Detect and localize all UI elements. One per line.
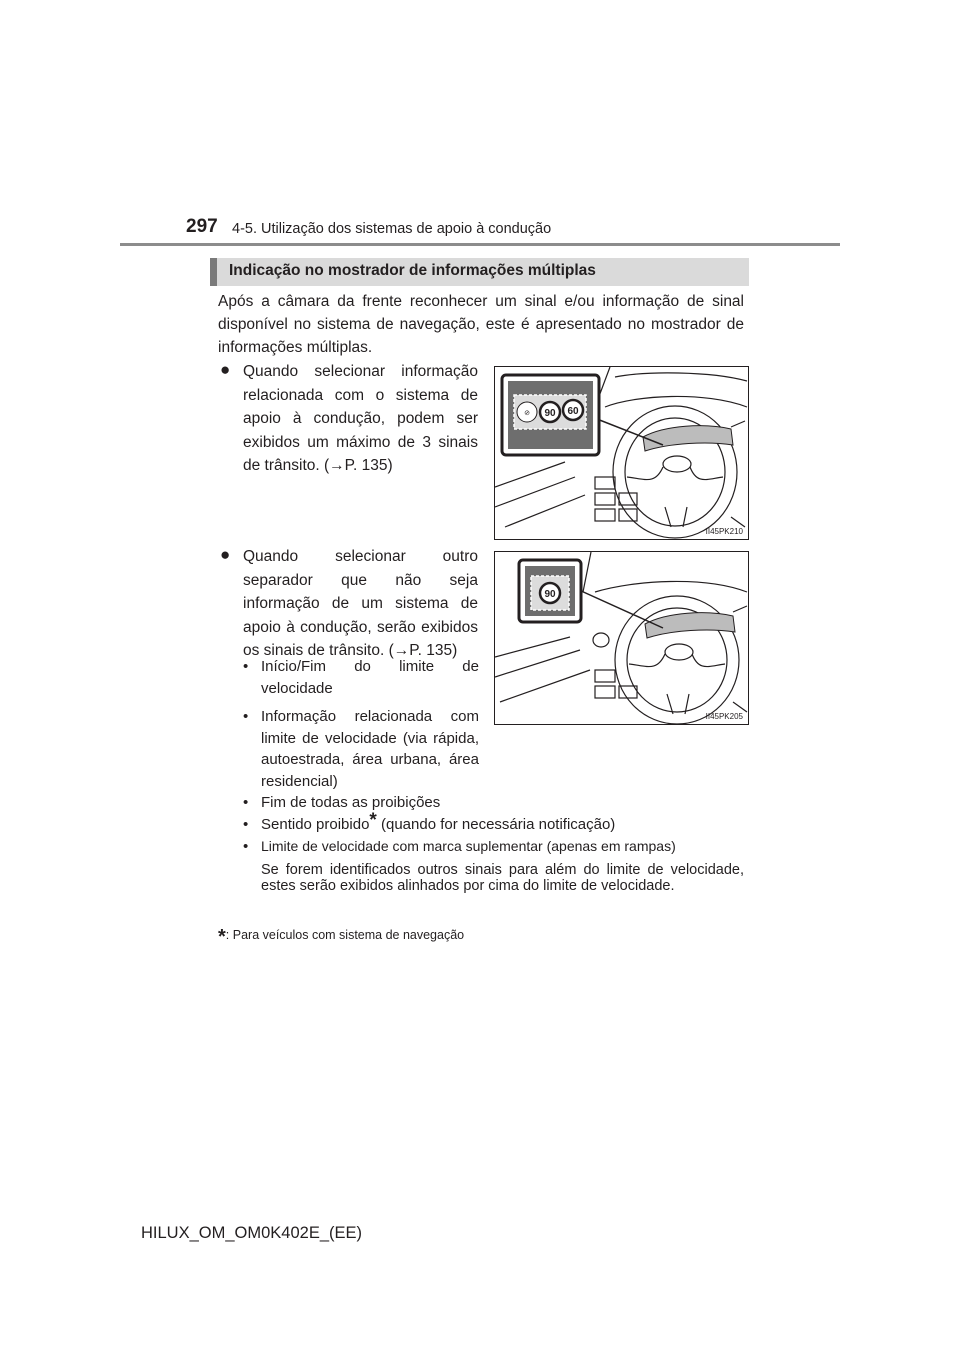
sub-item-speed-info: Informação relacionada com limite de velocidade (via rápida, autoestrada, área urbana, área residencial)	[261, 708, 479, 790]
header-rule	[120, 243, 840, 246]
sub-marker: •	[243, 658, 249, 675]
sub-item-end-prohibitions: Fim de todas as proibições	[261, 794, 441, 811]
sub-item-no-entry: Sentido proibido* (quando for necessária notificação)	[261, 810, 616, 833]
svg-text:⊘: ⊘	[524, 410, 530, 417]
sub-marker: •	[243, 708, 249, 725]
figure-dashboard-3-signs	[494, 366, 749, 540]
section-title: Indicação no mostrador de informações múltiplas	[229, 262, 596, 279]
dashboard-illustration	[495, 552, 748, 724]
fig1-sign-60: 60	[567, 406, 579, 417]
figure-code: II45PK205	[705, 712, 743, 721]
document-code: HILUX_OM_OM0K402E_(EE)	[141, 1224, 363, 1242]
sub-item-supplementary: Limite de velocidade com marca suplementar (apenas em rampas)	[261, 838, 676, 854]
footnote: *: Para veículos com sistema de navegação	[218, 926, 465, 948]
sub-marker: •	[243, 794, 249, 811]
bullet-text-2: Quando selecionar outro separador que não seja informação de um sistema de apoio à condução, serão exibidos os sinais de trânsito. (→P. 135)	[243, 548, 478, 659]
fig1-sign-90: 90	[544, 408, 556, 419]
page-number: 297	[186, 216, 218, 237]
figure-dashboard-1-sign	[494, 551, 749, 725]
figure-code: II45PK210	[705, 527, 743, 536]
section-heading	[210, 258, 749, 286]
fig2-sign-90: 90	[544, 589, 556, 600]
dashboard-illustration	[495, 367, 748, 539]
bullet-text-1: Quando selecionar informação relacionada com o sistema de apoio à condução, podem ser exibidos um máximo de 3 sinais de trânsito. (→P. 135)	[243, 363, 478, 474]
note-paragraph: Se forem identificados outros sinais para além do limite de velocidade, estes serão exibidos alinhados por cima do limite de velocidade.	[261, 862, 744, 894]
sub-item-speed-limit: Início/Fim do limite de velocidade	[261, 658, 479, 697]
sub-marker: •	[243, 816, 249, 833]
footnote-ref: *	[369, 810, 377, 831]
chapter-title: 4-5. Utilização dos sistemas de apoio à condução	[232, 221, 552, 237]
sub-marker: •	[243, 838, 249, 855]
intro-paragraph: Após a câmara da frente reconhecer um sinal e/ou informação de sinal disponível no sistema de navegação, este é apresentado no mostrador de informações múltiplas.	[218, 293, 744, 356]
bullet-marker: ●	[220, 545, 231, 564]
bullet-marker: ●	[220, 360, 231, 379]
